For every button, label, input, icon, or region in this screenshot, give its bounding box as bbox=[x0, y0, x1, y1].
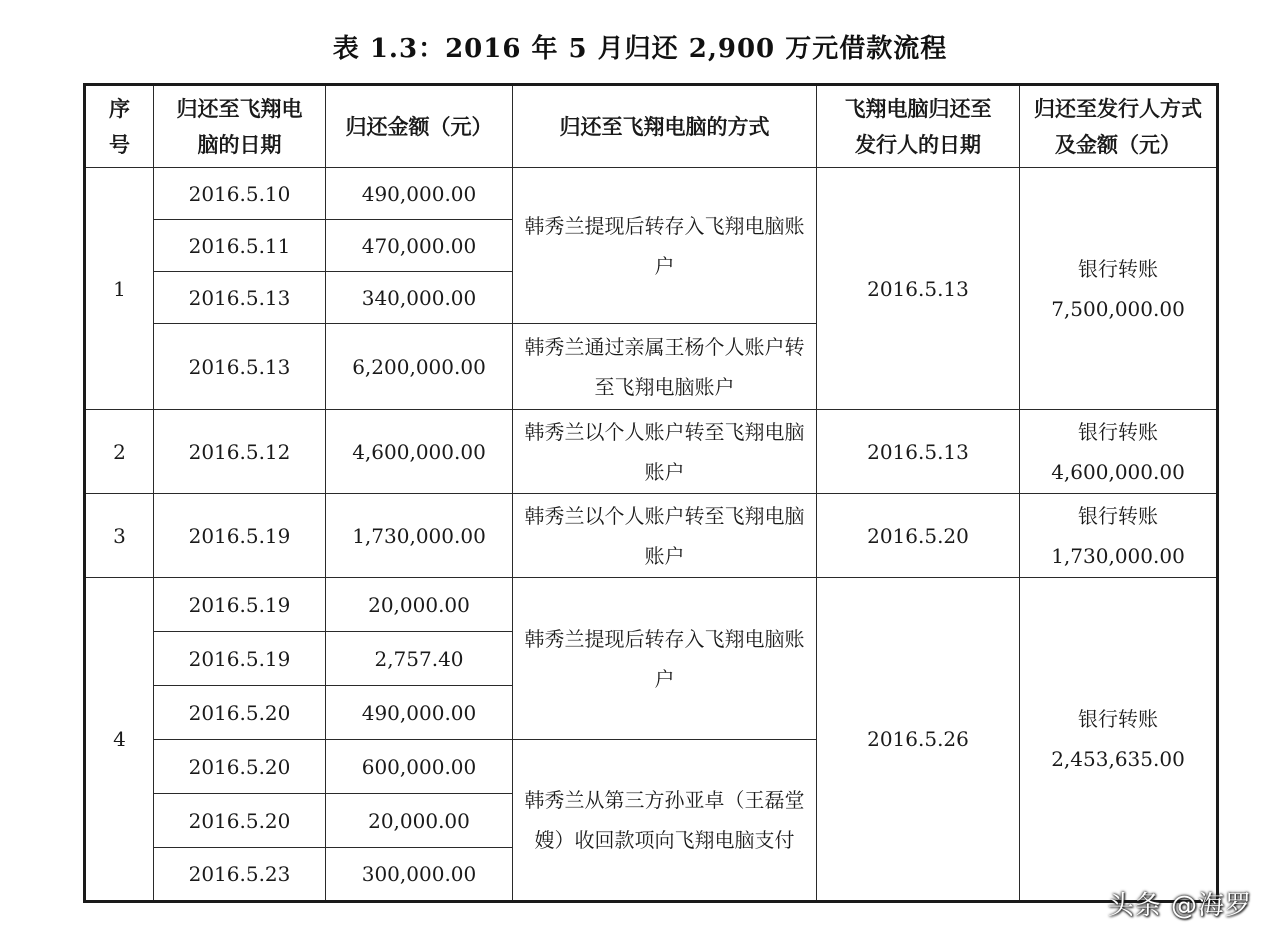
issuer-method-cell bbox=[1020, 494, 1218, 578]
issuer-amount: 4,600,000.00 bbox=[1051, 459, 1185, 484]
date-cell: 2016.5.19 bbox=[154, 578, 326, 632]
amount-cell: 340,000.00 bbox=[326, 272, 513, 324]
method-cell: 韩秀兰提现后转存入飞翔电脑账户 bbox=[513, 168, 817, 324]
method-cell: 韩秀兰以个人账户转至飞翔电脑账户 bbox=[513, 410, 817, 494]
date-cell: 2016.5.10 bbox=[154, 168, 326, 220]
issuer-method-label: 银行转账 bbox=[1078, 503, 1158, 528]
date-cell: 2016.5.23 bbox=[154, 848, 326, 902]
seq-cell: 1 bbox=[85, 168, 154, 410]
issuer-amount: 1,730,000.00 bbox=[1051, 543, 1185, 568]
watermark: 头条 @海罗 bbox=[1107, 891, 1252, 921]
issuer-method-cell bbox=[1020, 578, 1218, 902]
repayment-table bbox=[83, 83, 1219, 903]
amount-cell: 6,200,000.00 bbox=[326, 324, 513, 410]
issuer-method-cell bbox=[1020, 410, 1218, 494]
header-seq: 序号 bbox=[85, 85, 154, 168]
date-cell: 2016.5.20 bbox=[154, 686, 326, 740]
amount-cell: 490,000.00 bbox=[326, 168, 513, 220]
method-cell: 韩秀兰从第三方孙亚卓（王磊堂嫂）收回款项向飞翔电脑支付 bbox=[513, 740, 817, 902]
issuer-date-cell: 2016.5.20 bbox=[817, 494, 1020, 578]
table-title: 表 1.3：2016 年 5 月归还 2,900 万元借款流程 bbox=[332, 34, 948, 64]
date-cell: 2016.5.12 bbox=[154, 410, 326, 494]
issuer-method-label: 银行转账 bbox=[1078, 707, 1158, 731]
method-cell: 韩秀兰提现后转存入飞翔电脑账户 bbox=[513, 578, 817, 740]
date-cell: 2016.5.13 bbox=[154, 324, 326, 410]
header-row bbox=[85, 85, 1218, 168]
table-row bbox=[85, 494, 1218, 578]
seq-cell: 2 bbox=[85, 410, 154, 494]
amount-cell: 2,757.40 bbox=[326, 632, 513, 686]
header-date-to-issuer: 飞翔电脑归还至发行人的日期 bbox=[817, 85, 1020, 168]
issuer-amount: 7,500,000.00 bbox=[1051, 296, 1185, 321]
header-date-to-feixiang: 归还至飞翔电脑的日期 bbox=[154, 85, 326, 168]
date-cell: 2016.5.13 bbox=[154, 272, 326, 324]
method-cell: 韩秀兰以个人账户转至飞翔电脑账户 bbox=[513, 494, 817, 578]
issuer-date-cell: 2016.5.26 bbox=[817, 578, 1020, 902]
header-method: 归还至飞翔电脑的方式 bbox=[513, 85, 817, 168]
issuer-method-label: 银行转账 bbox=[1078, 419, 1158, 444]
issuer-method-cell bbox=[1020, 168, 1218, 410]
amount-cell: 490,000.00 bbox=[326, 686, 513, 740]
table-row bbox=[85, 578, 1218, 632]
amount-cell: 1,730,000.00 bbox=[326, 494, 513, 578]
header-issuer-method: 归还至发行人方式及金额（元） bbox=[1020, 85, 1218, 168]
issuer-method-label: 银行转账 bbox=[1078, 256, 1158, 281]
table-row bbox=[85, 410, 1218, 494]
issuer-date-cell: 2016.5.13 bbox=[817, 168, 1020, 410]
date-cell: 2016.5.20 bbox=[154, 740, 326, 794]
amount-cell: 470,000.00 bbox=[326, 220, 513, 272]
method-cell: 韩秀兰通过亲属王杨个人账户转至飞翔电脑账户 bbox=[513, 324, 817, 410]
date-cell: 2016.5.11 bbox=[154, 220, 326, 272]
amount-cell: 4,600,000.00 bbox=[326, 410, 513, 494]
date-cell: 2016.5.20 bbox=[154, 794, 326, 848]
date-cell: 2016.5.19 bbox=[154, 494, 326, 578]
table-row bbox=[85, 168, 1218, 220]
seq-cell: 3 bbox=[85, 494, 154, 578]
issuer-date-cell: 2016.5.13 bbox=[817, 410, 1020, 494]
date-cell: 2016.5.19 bbox=[154, 632, 326, 686]
amount-cell: 300,000.00 bbox=[326, 848, 513, 902]
amount-cell: 20,000.00 bbox=[326, 578, 513, 632]
seq-cell: 4 bbox=[85, 578, 154, 902]
issuer-amount: 2,453,635.00 bbox=[1051, 747, 1185, 771]
header-amount: 归还金额（元） bbox=[326, 85, 513, 168]
amount-cell: 20,000.00 bbox=[326, 794, 513, 848]
amount-cell: 600,000.00 bbox=[326, 740, 513, 794]
